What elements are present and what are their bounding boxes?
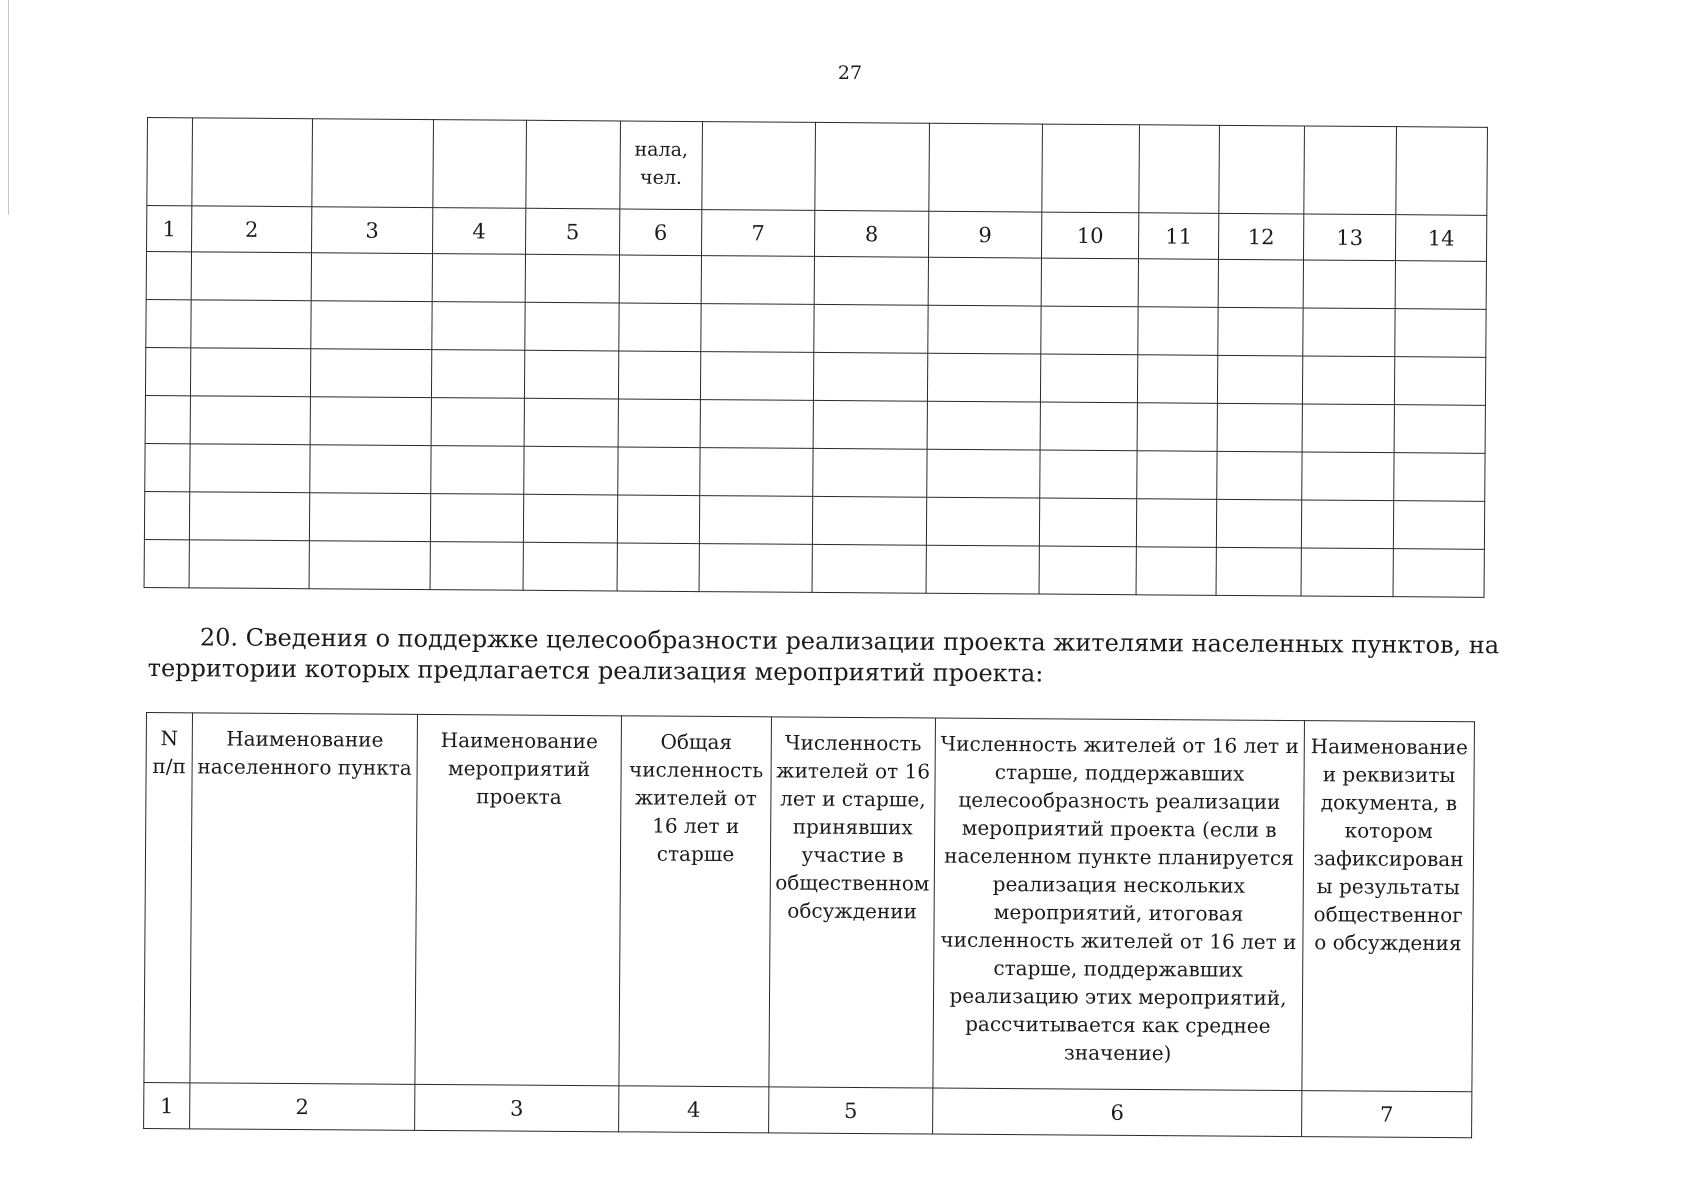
table-1-empty-cell (1217, 403, 1302, 452)
table-1-empty-cell (524, 350, 618, 399)
table-1-empty-cell (927, 353, 1040, 402)
table-1-empty-cell (700, 400, 813, 449)
table-1-empty-cell (431, 350, 524, 399)
table-1-empty-cell (432, 302, 525, 351)
table-1-empty-cell (1393, 549, 1484, 598)
table-1-empty-cell (927, 449, 1040, 498)
table-1-empty-cell (1394, 357, 1485, 406)
header-total-residents: Общая численность жителей от 16 лет и старше (628, 729, 764, 867)
table-1-empty-cell (618, 447, 700, 496)
header-supporters: Численность жителей от 16 лет и старше, поддержавших целесообразность реализации мероприятий проекта (если в населенном пункте планируется реализация нескольких мероприятий, итоговая численность жителей от 16 лет и старше, поддержавших реализацию этих мероприятий, рассчитывается как среднее значение) (940, 731, 1299, 1066)
table-1-column-number: 5 (526, 208, 620, 255)
table-1-empty-cell (619, 303, 701, 352)
table-1-empty-cell (311, 253, 432, 302)
header-settlement-name: Наименование населенного пункта (197, 726, 412, 780)
table-1-empty-cell (524, 398, 618, 447)
table-1-empty-cell (926, 545, 1039, 594)
table-1-empty-cell (1302, 404, 1394, 453)
table-1-empty-cell (310, 397, 431, 446)
table-1-empty-cell (525, 254, 619, 303)
table-2-header-cell (619, 716, 772, 1087)
table-1-header-cell (815, 122, 930, 211)
table-1-column-number: 13 (1303, 214, 1395, 261)
table-1-empty-cell (144, 491, 189, 539)
table-1-empty-cell (1301, 548, 1393, 597)
table-1-column-number: 3 (312, 207, 433, 254)
table-1-empty-cell (618, 399, 700, 448)
table-2-header-cell (144, 713, 193, 1083)
table-1-empty-cell (617, 543, 699, 592)
table-1-empty-cell (189, 492, 309, 541)
page-number: 27 (837, 62, 863, 84)
table-1-header-cell (702, 122, 816, 211)
table-1-empty-cell (431, 446, 524, 495)
table-1-empty-cell (1218, 259, 1303, 308)
table-1-empty-cell (814, 304, 928, 353)
table-2-column-number: 4 (619, 1086, 769, 1133)
table-2-column-number: 5 (769, 1087, 933, 1134)
table-1-empty-cell (191, 300, 311, 349)
table-1-empty-cell (1394, 453, 1485, 502)
table-1-empty-cell (189, 540, 309, 589)
table-2-header-cell (769, 717, 936, 1088)
table-1 (144, 117, 1488, 598)
table-1-column-number: 2 (192, 206, 312, 253)
table-1-empty-cell (1303, 308, 1395, 357)
table-1-header-cell (1396, 127, 1488, 216)
table-2-header-cell (190, 713, 418, 1085)
table-1-empty-cell (1136, 547, 1216, 596)
table-1-empty-cell (144, 539, 189, 587)
table-1-empty-cell (812, 496, 926, 545)
table-2-header-cell (933, 718, 1305, 1091)
table-1-empty-cell (1395, 261, 1486, 310)
table-1-column-number: 8 (814, 210, 928, 257)
table-1-empty-cell (928, 257, 1041, 306)
header-number: N п/п (152, 726, 186, 779)
table-1-column-number: 12 (1218, 213, 1303, 260)
table-1-empty-cell (190, 396, 310, 445)
table-1-empty-row (144, 539, 1484, 597)
table-1-column-number: 14 (1395, 215, 1486, 262)
table-1-empty-cell (1217, 451, 1302, 500)
table-1-empty-cell (1040, 354, 1137, 403)
table-1-empty-cell (699, 496, 812, 545)
table-1-empty-cell (431, 398, 524, 447)
table-1-empty-cell (812, 544, 926, 593)
table-1-column-number: 9 (928, 211, 1041, 258)
table-1-empty-cell (190, 444, 310, 493)
table-1-header-note: нала, чел. (620, 121, 703, 210)
table-1-column-number: 1 (147, 206, 192, 252)
table-1-empty-cell (1216, 499, 1301, 548)
table-1-empty-cell (145, 395, 190, 443)
table-2-column-number: 7 (1302, 1091, 1472, 1138)
table-1-empty-cell (813, 448, 927, 497)
header-document: Наименование и реквизиты документа, в котором зафиксирован ы результаты общественног о обсуждения (1310, 734, 1468, 956)
table-1-empty-cell (191, 252, 311, 301)
table-2-column-number: 2 (190, 1083, 415, 1131)
table-1-empty-cell (311, 301, 432, 350)
table-1-empty-cell (524, 446, 618, 495)
table-1-empty-cell (928, 305, 1041, 354)
table-1-empty-cell (926, 497, 1039, 546)
table-1-header-cell (1042, 124, 1140, 213)
table-1-empty-cell (814, 256, 928, 305)
table-1-column-number: 10 (1041, 212, 1138, 259)
table-1-empty-cell (1041, 306, 1138, 355)
table-2-header-row (144, 713, 1475, 1092)
table-1-column-number: 4 (433, 208, 526, 255)
table-1-empty-cell (1136, 499, 1216, 548)
table-2-column-number: 6 (933, 1088, 1302, 1137)
table-1-empty-cell (1394, 405, 1485, 454)
table-1-header-cell (433, 120, 527, 209)
table-1-column-number: 6 (620, 209, 702, 256)
table-1-empty-cell (700, 448, 813, 497)
table-1-empty-cell (1302, 356, 1394, 405)
table-1-empty-cell (309, 541, 430, 590)
table-1-empty-cell (1303, 260, 1395, 309)
table-1-empty-cell (146, 252, 191, 300)
table-1-empty-cell (813, 400, 927, 449)
table-1-empty-cell (1217, 355, 1302, 404)
table-1-empty-cell (523, 494, 617, 543)
table-1-header-cell (929, 123, 1043, 212)
table-1-empty-cell (1039, 498, 1136, 547)
table-1-header-cell (1139, 125, 1220, 214)
table-2-header-cell (1302, 721, 1475, 1092)
table-1-empty-cell (813, 352, 927, 401)
table-1-header-cell (147, 118, 193, 206)
table-2-column-number: 1 (144, 1082, 190, 1128)
table-1-body (144, 118, 1487, 598)
table-1-empty-cell (699, 544, 812, 593)
table-1-empty-cell (617, 495, 699, 544)
table-1-empty-cell (432, 254, 525, 303)
table-1-empty-cell (1393, 501, 1484, 550)
table-2-column-number: 3 (415, 1084, 619, 1131)
table-1-empty-cell (1301, 500, 1393, 549)
table-1-empty-cell (145, 443, 190, 491)
table-1-empty-cell (145, 347, 190, 395)
table-1-empty-cell (523, 542, 617, 591)
table-1-header-row (147, 118, 1488, 216)
table-1-empty-cell (701, 256, 814, 305)
table-1-empty-cell (619, 255, 701, 304)
table-1-empty-cell (1039, 546, 1136, 595)
table-1-empty-cell (1040, 402, 1137, 451)
table-1-empty-cell (1138, 307, 1218, 356)
table-1-empty-cell (430, 494, 523, 543)
table-1-empty-cell (1302, 452, 1394, 501)
table-1-header-cell (312, 119, 434, 208)
table-1-empty-cell (701, 304, 814, 353)
table-1-empty-cell (190, 348, 310, 397)
scan-edge-line (8, 0, 9, 215)
table-1-empty-cell (618, 351, 700, 400)
table-1-empty-cell (1138, 259, 1218, 308)
table-1-empty-cell (927, 401, 1040, 450)
table-1-empty-cell (700, 352, 813, 401)
table-1-header-cell (526, 120, 621, 209)
header-participants: Численность жителей от 16 лет и старше, принявших участие в общественном обсуждении (775, 730, 931, 924)
table-1-column-number: 7 (701, 210, 814, 257)
table-1-empty-cell (1218, 307, 1303, 356)
table-1-empty-cell (1395, 309, 1486, 358)
table-1-header-cell (192, 118, 313, 207)
table-1-empty-cell (1137, 403, 1217, 452)
header-activities-name: Наименование мероприятий проекта (440, 728, 598, 809)
table-1-empty-cell (146, 299, 191, 347)
table-1-empty-cell (309, 493, 430, 542)
table-1-empty-cell (310, 445, 431, 494)
table-2-column-numbers-row (144, 1082, 1472, 1137)
table-1-empty-cell (525, 302, 619, 351)
table-1-empty-cell (1040, 450, 1137, 499)
table-1-empty-cell (310, 349, 431, 398)
table-1-empty-cell (430, 542, 523, 591)
table-2 (143, 712, 1475, 1138)
table-1-empty-cell (1041, 258, 1138, 307)
table-2-header-cell (415, 714, 622, 1085)
table-1-header-cell (1304, 126, 1397, 215)
table-1-empty-cell (1216, 547, 1301, 596)
table-1-header-cell (1219, 125, 1305, 214)
table-1-empty-cell (1137, 355, 1217, 404)
table-1-empty-cell (1137, 451, 1217, 500)
table-1-column-number: 11 (1138, 213, 1218, 260)
section-20-paragraph: 20. Сведения о поддержке целесообразности реализации проекта жителями населенных пунктов, на территории которых предлагается реализация мероприятий проекта: (147, 623, 1500, 688)
